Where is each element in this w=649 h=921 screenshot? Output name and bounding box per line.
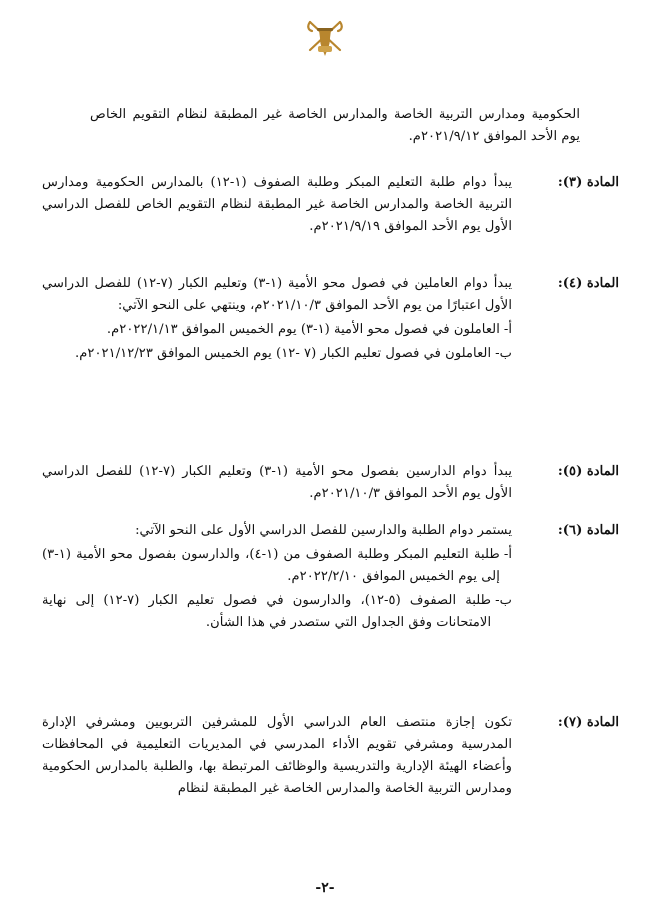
list-marker: ب- xyxy=(495,593,512,608)
article-body xyxy=(42,461,512,505)
article-label: المادة (٣) xyxy=(562,175,619,190)
list-marker: أ- xyxy=(503,547,512,562)
intro-paragraph: الحكومية ومدارس التربية الخاصة والمدارس الخاصة غير المطبقة لنظام التقويم الخاص يوم الأحد الموافق ٢٠٢١/٩/١٢م. xyxy=(90,107,580,144)
list-item xyxy=(42,590,512,634)
article-text: يبدأ دوام الدارسين بفصول محو الأمية (١-٣) وتعليم الكبار (٧-١٢) للفصل الدراسي الأول يوم الأحد الموافق ٢٠٢١/١٠/٣م. xyxy=(42,464,512,501)
list-item-text: طلبة الصفوف (٥-١٢)، والدارسون في فصول تعليم الكبار (٧-١٢) إلى نهاية الامتحانات وفق الجداول التي ستصدر في هذا الشأن. xyxy=(42,593,492,630)
list-item xyxy=(42,343,512,365)
list-item-text: العاملون في فصول تعليم الكبار (٧ -١٢) يوم الخميس الموافق ٢٠٢١/١٢/٢٣م. xyxy=(75,346,492,361)
list-item xyxy=(42,544,512,588)
article-body xyxy=(42,273,512,365)
article-text: يبدأ دوام طلبة التعليم المبكر وطلبة الصفوف (١-١٢) بالمدارس الحكومية ومدارس التربية الخاصة والمدارس الخاصة غير المطبقة لنظام التقويم الخاص للفصل الدراسي الأول يوم الأحد الموافق ٢٠٢١/٩/١٩م. xyxy=(42,175,512,234)
article-text: تكون إجازة منتصف العام الدراسي الأول للمشرفين التربويين ومشرفي الإدارة المدرسية ومشرفي تقويم الأداء المدرسي في المديريات التعليمية في المحافظات وأعضاء الهيئة الإدارية والتدريسية والوظائف المرتبطة بها، والطلبة بالمدارس الحكومية ومدارس التربية الخاصة والمدارس الخاصة غير المطبقة لنظام xyxy=(42,715,512,796)
list-marker: أ- xyxy=(503,322,512,337)
oman-national-emblem-icon xyxy=(304,16,346,62)
page-number: -٢- xyxy=(315,880,335,896)
article-body xyxy=(42,172,512,238)
article-body xyxy=(42,520,512,634)
list-item-text: طلبة التعليم المبكر وطلبة الصفوف من (١-٤)، والدارسون بفصول محو الأمية (١-٣) إلى يوم الخميس الموافق ٢٠٢٢/٢/١٠م. xyxy=(42,547,500,584)
article-text: يستمر دوام الطلبة والدارسين للفصل الدراسي الأول على النحو الآتي: xyxy=(135,523,512,538)
article-label: المادة (٦) xyxy=(562,523,619,538)
article-label: المادة (٧) xyxy=(562,715,619,730)
list-marker: ب- xyxy=(495,346,512,361)
article-body xyxy=(42,712,512,800)
document-page: الحكومية ومدارس التربية الخاصة والمدارس الخاصة غير المطبقة لنظام التقويم الخاص يوم الأحد الموافق ٢٠٢١/٩/١٢م. المادة (٣): يبدأ دوام طلبة التعليم المبكر وطلبة الصفوف (١-١٢) بالمدارس الحكومية ومدارس التربية الخاصة والمدارس الخاصة غير المطبقة لنظام التقويم الخاص للفصل الدراسي الأول يوم الأحد الموافق ٢٠٢١/٩/١٩م. المادة (٤): يبدأ دوام العاملين في فصول محو الأمية (١-٣) وتعليم الكبار (٧-١٢) للفصل الدراسي الأول اعتبارًا من يوم الأحد الموافق ٢٠٢١/١٠/٣م، وينتهي على النحو الآتي: أ- العاملون في فصول محو الأمية (١-٣) يوم الخميس الموافق ٢٠٢٢/١/١٣م. ب- العاملون في فصول تعليم الكبار (٧ -١٢) يوم الخميس الموافق ٢٠٢١/١٢/٢٣م. المادة (٥): يبدأ دوام الدارسين بفصول محو الأمية (١-٣) وتعليم الكبار (٧-١٢) للفصل الدراسي الأول يوم الأحد الموافق ٢٠٢١/١٠/٣م. المادة (٦): يستمر دوام الطلبة والدارسين للفصل الدراسي الأول على النحو الآتي: أ- طلبة التعليم المبكر وطلبة الصفوف من (١-٤)، والدارسون بفصول محو الأمية (١-٣) إلى يوم الخميس الموافق ٢٠٢٢/٢/١٠م. ب- طلبة الصفوف (٥-١٢)، والدارسون في فصول تعليم الكبار (٧-١٢) إلى نهاية الامتحانات وفق الجداول التي ستصدر في هذا الشأن. المادة (٧): تكون إجازة منتصف العام الدراسي الأول للمشرفين التربويين ومشرفي الإدارة المدرسية ومشرفي تقويم الأداء المدرسي في المديريات التعليمية في المحافظات وأعضاء الهيئة الإدارية والتدريسية والوظائف المرتبطة بها، والطلبة بالمدارس الحكومية ومدارس التربية الخاصة والمدارس الخاصة غير المطبقة لنظام -٢- xyxy=(0,0,649,921)
article-label: المادة (٥) xyxy=(562,464,619,479)
article-text: يبدأ دوام العاملين في فصول محو الأمية (١-٣) وتعليم الكبار (٧-١٢) للفصل الدراسي الأول اعتبارًا من يوم الأحد الموافق ٢٠٢١/١٠/٣م، وينتهي على النحو الآتي: xyxy=(42,276,513,313)
article-label: المادة (٤) xyxy=(562,276,619,291)
list-item xyxy=(42,319,512,341)
list-item-text: العاملون في فصول محو الأمية (١-٣) يوم الخميس الموافق ٢٠٢٢/١/١٣م. xyxy=(106,322,500,337)
